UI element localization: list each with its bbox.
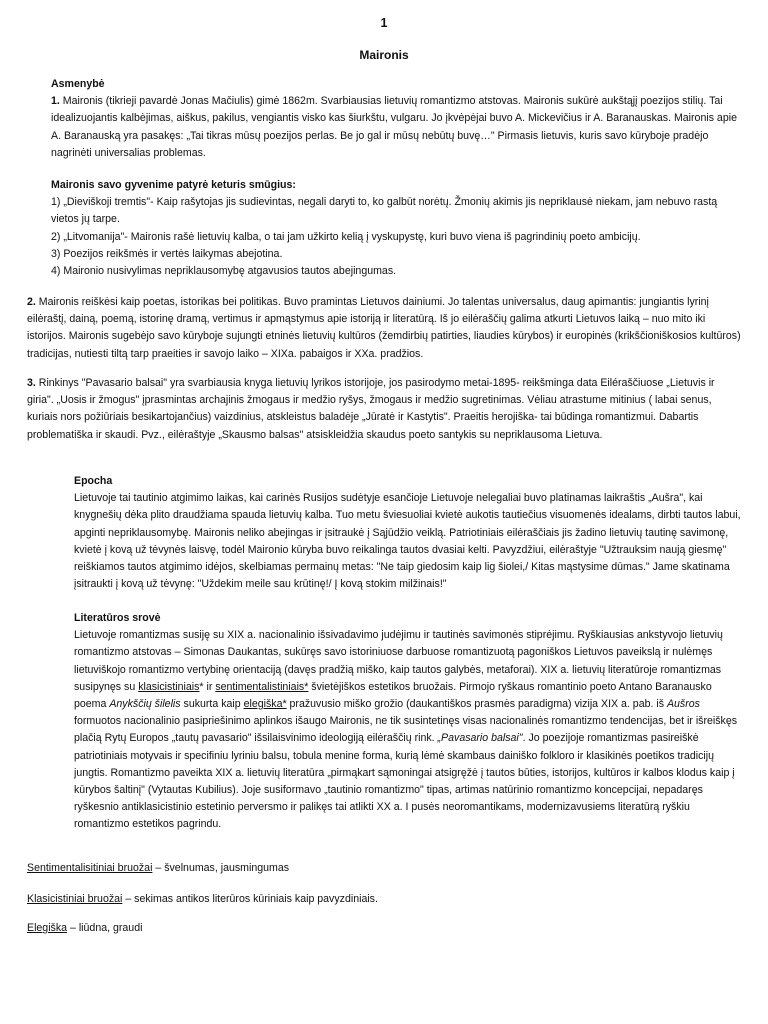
list-item: 3) Poezijos reikšmės ir vertės laikymas abejotina.	[51, 247, 283, 260]
list-item: 4) Maironio nusivylimas nepriklausomybę atgavusios tautos abejingumas.	[51, 265, 397, 278]
paragraph	[27, 294, 741, 363]
text-run: švietėjiškos estetikos bruožais. Pirmojo ryškaus romantinio poeto Antano Baranausko poema	[74, 680, 712, 711]
definition-term: Sentimentalisitiniai bruožai	[27, 862, 153, 874]
paragraph-text: Maironis reiškėsi kaip poetas, istorikas bei politikas. Buvo pramintas Lietuvos dainiumi. Jo talentas universalus, daug apimantis: jungiantis lyrinį eilėraštį, dainą, poemą, istorinę dramą, vertimus ir apmąstymus apie istoriją ir literatūrą. Iš jo eilėraščių galima atkurti Lietuvos laiką – nuo mito iki istorijos. Maironis sugebėjo savo kūryboje sujungti etninės lietuvių kultūros (žemdirbių patirties, liaudies kūrybos) ir europinės (krikščioniškosios kultūros) tradicijas, nutiesti tiltą tarp praeities ir savojo laiko – XIXa. pabaigos ir XXa. pradžios.	[27, 296, 741, 360]
definition	[27, 920, 741, 937]
section-heading: Epocha	[74, 475, 113, 487]
paragraph-2	[27, 294, 741, 363]
section-epocha	[74, 473, 742, 593]
paragraph-number: 1.	[51, 95, 60, 108]
paragraph-text: Maironis (tikrieji pavardė Jonas Mačiulis) gimė 1862m. Svarbiausias lietuvių romantizmo atstovas. Maironis sukūrė aukštąjį poezijos stilių. Tai idealizuojantis kalbėjimas, aiškus, pakilus, vengiantis visko kas šiurkštu, vulgaru. Jo įkvėpėjai buvo A. Mickevičius ir A. Baranauskas. Maironis apie A. Baranauską yra pasakęs: „Tai tikras mūsų poezijos perlas. Be jo gal ir mūsų nebūtų buvę…" Pirmasis lietuvis, kuris savo kūryboje pradėjo nagrinėti universalias problemas.	[51, 95, 737, 159]
text-run: . Jo poezijoje romantizmas pasireiškė patriotiniais motyvais ir specifiniu lyriniu balsu, tobula menine forma, kurią lėmė skambaus dainiško folkloro ir klasikinės poetikos tradicijų jungtis. Romantizmo paveikta XIX a. lietuvių literatūra „pirmąkart sąmoningai atsigręžė į tautos būties, istorijos, kultūros ir kalbos klodus kaip į kūrybos šaltinį" (Vytautas Kubilius). Joje susiformavo „tautinio romantizmo" tipas, artimas natūrinio romantizmo koncepcijai, nepadaręs ryškesnio antiklasicistinio estetinio perversmo ir palikęs tai atlikti XX a. I pusės neoromantikams, modernizavusiems literatūrą ryškiu romantizmo estetikos pagrindu.	[74, 732, 735, 831]
section-asmenybe	[51, 76, 741, 162]
definition	[27, 891, 741, 908]
paragraph-number: 2.	[27, 296, 36, 308]
section-heading: Maironis savo gyvenime patyrė keturis smūgius:	[51, 179, 296, 191]
list-item: 1) „Dieviškoji tremtis"- Kaip rašytojas jis sudievintas, negali daryti to, ko galbūt norėtų. Žmonių akimis jis nepriklausė niekam, jam nebuvo rastą vietos jų tarpe.	[51, 196, 718, 226]
term-elegiska: elegiška*	[243, 698, 287, 711]
paragraph	[74, 627, 742, 833]
definition-text: – liūdna, graudi	[67, 922, 143, 934]
definition-term: Elegiška	[27, 922, 68, 934]
paragraph	[51, 93, 741, 162]
list-item: 2) „Litvomanija"- Maironis rašė lietuvių kalba, o tai jam užkirto kelią į vyskupystę, kuri buvo viena iš pagrindinių poeto ambicijų.	[51, 230, 641, 243]
text-run: Lietuvoje romantizmas susiję su XIX a. nacionalinio išsivadavimo judėjimu ir tautinės savimonės stiprėjimu. Ryškiausias ankstyvojo lietuvių romantizmo atstovas – Simonas Daukantas, sukūręs savo istoriniuose darbuose romantizuotą pagoniškos Lietuvos paveikslą ir nulėmęs lietuviškojo romantizmo vertybinę orientaciją (davęs pradžią miško, kaip tautos galybės, metaforai). XIX a. lietuvių literatūroje romantizmas susipynęs su	[74, 629, 723, 693]
work-title-pavasario-balsai: „Pavasario balsai"	[437, 732, 523, 745]
text-run: sukurta kaip	[180, 698, 244, 711]
definition-term: Klasicistiniai bruožai	[27, 893, 123, 905]
paragraph-number: 3.	[27, 377, 36, 389]
text-run: pražuvusio miško grožio (daukantiškos prasmės paradigma) vizija XIX a. pab. iš	[286, 698, 667, 711]
page-number: 1	[380, 16, 388, 30]
paragraph	[27, 375, 741, 444]
page-title: Maironis	[359, 48, 409, 62]
text-run: formuotos nacionalinio pasipriešinimo aplinkos išaugo Maironis, ne tik susintetinęs visas nacionalinės romantizmo tendencijas, bet ir išreiškęs plačią Rytų Europos „tautų pavasario" išsilaisvinimo ideologiją eilėraščių rink.	[74, 715, 738, 745]
section-literaturos-srove	[74, 610, 742, 834]
work-title-ausra: Aušros	[666, 698, 700, 711]
definition	[27, 860, 741, 877]
paragraph-3	[27, 375, 741, 444]
section-heading: Literatūros srovė	[74, 612, 161, 624]
term-sentimentalistiniais: sentimentalistiniais*	[215, 680, 309, 693]
paragraph-text: Rinkinys "Pavasario balsai" yra svarbiausia knyga lietuvių lyrikos istorijoje, jos pasirodymo metai-1895- reikšminga data Eiléraščiuose „Lietuvis ir giria". „Uosis ir žmogus" įprasmintas archajinis žmogaus ir medžio ryšys, žmogaus ir medžio sugretinimas. Vėliau atrastume mitinius ( labai senus, kuriais nors požiūriais besikartojančius) vaizdinius, atskleistus baladėje „Jūratė ir Kastytis". Praeitis herojiška- tai būdinga romantizmui. Dabartis problematiška ir skaudi. Pvz., eilėraštyje „Skausmo balsas" atsiskleidžia skaudus poeto santykis su nepriklausoma Lietuva.	[27, 377, 715, 441]
text-run: * ir	[199, 680, 216, 693]
term-klasicistiniais: klasicistiniais	[138, 680, 200, 693]
work-title-anyksciu-silelis: Anykščių šilelis	[109, 698, 181, 711]
definition-text: – švelnumas, jausmingumas	[152, 862, 290, 874]
definition-text: – sekimas antikos literūros kūriniais kaip pavyzdiniais.	[122, 893, 378, 905]
section-heading: Asmenybė	[51, 78, 105, 90]
section-smugiai	[51, 177, 741, 280]
paragraph-text: Lietuvoje tai tautinio atgimimo laikas, kai carinės Rusijos sudėtyje esančioje Lietuvoje nelegaliai buvo platinamas laikraštis „Aušra", kai knygnešių dėka plito draudžiama spauda lietuvių kalba. Tuo metu šviesuoliai kvietė aukotis tautiečius visuomenės idealams, dirbti tautos labui, apginti nepriklausomybę. Maironis neliko abejingas ir įsitraukė į Sąjūdžio veiklą. Patriotiniais eilėraščiais jis žadino lietuvių tautinę savimonę, kvietė į kovą už tėvynės laisvę, todėl Maironio kūryba buvo reikalinga tautos dvasiai kelti. Pavyzdžiui, eilėraštyje "Užtrauksim naują giesmę" reiškiamos tautos atgimimo idėjos, skelbiamas permainų metas: "Ne taip giedosim kaip lig šiolei,/ Kitas mąstysime dūmas." Jame skatinama įsitraukti į kovą už tėvynę: "Uždekim meile sau krūtinę!/ Į kovą stokim milžinais!"	[74, 492, 741, 591]
